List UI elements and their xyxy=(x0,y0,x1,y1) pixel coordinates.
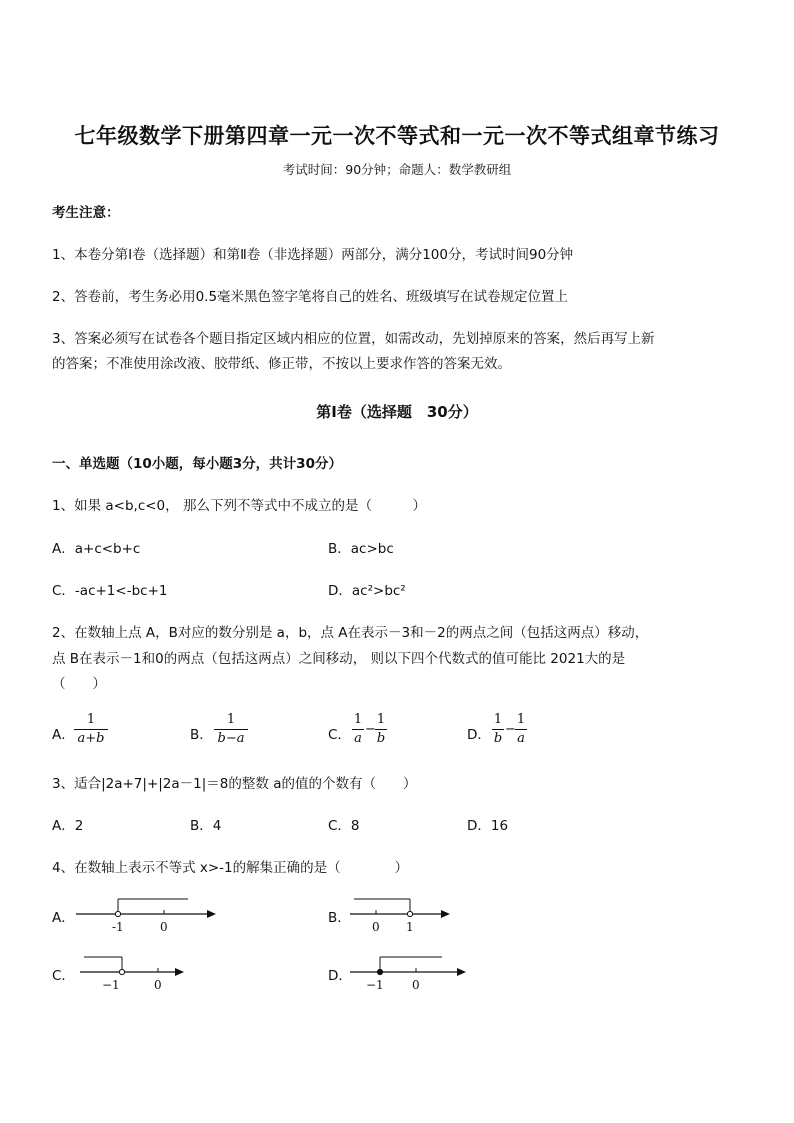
page-title: 七年级数学下册第四章一元一次不等式和一元一次不等式组章节练习 xyxy=(74,123,720,148)
q4-option-a-number-line[interactable] xyxy=(70,895,220,935)
question-4-stem: 4、在数轴上表示不等式 x>-1的解集正确的是（ ） xyxy=(52,860,409,876)
q4-option-c-label[interactable]: C． xyxy=(52,968,75,984)
question-1-stem: 1、如果 a<b,c<0， 那么下列不等式中不成立的是（ ） xyxy=(52,498,426,514)
q3-option-c[interactable]: C．8 xyxy=(328,818,360,834)
q2-a-denominator: a+b xyxy=(77,731,105,746)
q2-a-numerator: 1 xyxy=(86,712,96,727)
q1-option-d[interactable]: D．ac²>bc² xyxy=(328,583,406,599)
q2-d-den-1: b xyxy=(493,731,503,746)
q4-option-b-number-line[interactable] xyxy=(344,895,454,935)
q2-c-den-1: a xyxy=(354,731,362,746)
q2-option-a-label[interactable]: A． xyxy=(52,727,75,743)
notice-item-2: 2、答卷前，考生务必用0.5毫米黑色签字笔将自己的姓名、班级填写在试卷规定位置上 xyxy=(52,289,569,305)
q2-option-c-fraction-1 xyxy=(352,712,364,747)
q2-option-c-fraction-2 xyxy=(375,712,387,747)
exam-info: 考试时间：90分钟；命题人：数学教研组 xyxy=(282,162,512,177)
q2-b-numerator: 1 xyxy=(226,712,236,727)
q3-option-b[interactable]: B．4 xyxy=(190,818,222,834)
q1-option-a[interactable]: A．a+c<b+c xyxy=(52,541,141,557)
fraction-bar xyxy=(352,729,364,730)
q2-option-b-fraction[interactable] xyxy=(214,712,248,747)
q1-option-c[interactable]: C．-ac+1<-bc+1 xyxy=(52,583,168,599)
q2-c-num-2: 1 xyxy=(376,712,386,727)
q2-option-d-label[interactable]: D． xyxy=(467,727,491,743)
q2-d-num-1: 1 xyxy=(493,712,503,727)
section-title: 第Ⅰ卷（选择题 30分） xyxy=(316,403,478,421)
q4-d-tick-1: −1 xyxy=(366,978,384,992)
question-2-line-3: （ ） xyxy=(52,676,106,692)
q4-d-tick-2: 0 xyxy=(412,978,420,992)
question-2-line-2: 点 B在表示－1和0的两点（包括这两点）之间移动， 则以下四个代数式的值可能比 2021大的是 xyxy=(52,651,626,667)
q3-option-a[interactable]: A．2 xyxy=(52,818,84,834)
fraction-bar xyxy=(214,729,248,730)
notice-item-1: 1、本卷分第Ⅰ卷（选择题）和第Ⅱ卷（非选择题）两部分，满分100分，考试时间90分钟 xyxy=(52,247,574,263)
fraction-bar xyxy=(515,729,527,730)
q2-c-num-1: 1 xyxy=(353,712,363,727)
fraction-bar xyxy=(375,729,387,730)
q4-b-tick-2: 1 xyxy=(406,920,414,934)
q4-c-tick-1: −1 xyxy=(102,978,120,992)
q2-d-operator: − xyxy=(505,722,516,737)
question-3-stem: 3、适合|2a+7|+|2a－1|＝8的整数 a的值的个数有（ ） xyxy=(52,776,417,792)
q2-b-denominator: b−a xyxy=(217,731,245,746)
fraction-bar xyxy=(492,729,504,730)
q2-c-den-2: b xyxy=(376,731,386,746)
q4-a-tick-2: 0 xyxy=(160,920,168,934)
q3-option-d[interactable]: D．16 xyxy=(467,818,509,834)
notice-item-3-cont: 的答案；不准使用涂改液、胶带纸、修正带，不按以上要求作答的答案无效。 xyxy=(52,356,511,372)
q2-d-den-2: a xyxy=(517,731,525,746)
fraction-bar xyxy=(74,729,108,730)
q2-option-b-label[interactable]: B． xyxy=(190,727,213,743)
q4-option-a-label[interactable]: A． xyxy=(52,910,75,926)
q2-option-c-label[interactable]: C． xyxy=(328,727,351,743)
q2-option-a-fraction[interactable] xyxy=(74,712,108,747)
subsection-title: 一、单选题（10小题，每小题3分，共计30分） xyxy=(52,456,342,472)
q4-a-tick-1: -1 xyxy=(112,920,124,934)
q4-option-d-label[interactable]: D． xyxy=(328,968,352,984)
question-2-line-1: 2、在数轴上点 A，B对应的数分别是 a，b，点 A在表示－3和－2的两点之间（包括这两点）移动， xyxy=(52,625,649,641)
q2-d-num-2: 1 xyxy=(516,712,526,727)
q2-option-d-fraction-2 xyxy=(515,712,527,747)
q4-option-c-number-line[interactable] xyxy=(76,953,188,993)
q1-option-b[interactable]: B．ac>bc xyxy=(328,541,394,557)
q4-option-b-label[interactable]: B． xyxy=(328,910,351,926)
q4-b-tick-1: 0 xyxy=(372,920,380,934)
notice-item-3: 3、答案必须写在试卷各个题目指定区域内相应的位置，如需改动，先划掉原来的答案，然后再写上新 xyxy=(52,331,655,347)
q2-option-d-fraction-1 xyxy=(492,712,504,747)
q2-c-operator: − xyxy=(365,722,376,737)
q4-option-d-number-line[interactable] xyxy=(346,953,470,993)
q4-c-tick-2: 0 xyxy=(154,978,162,992)
notice-heading: 考生注意： xyxy=(52,205,120,221)
